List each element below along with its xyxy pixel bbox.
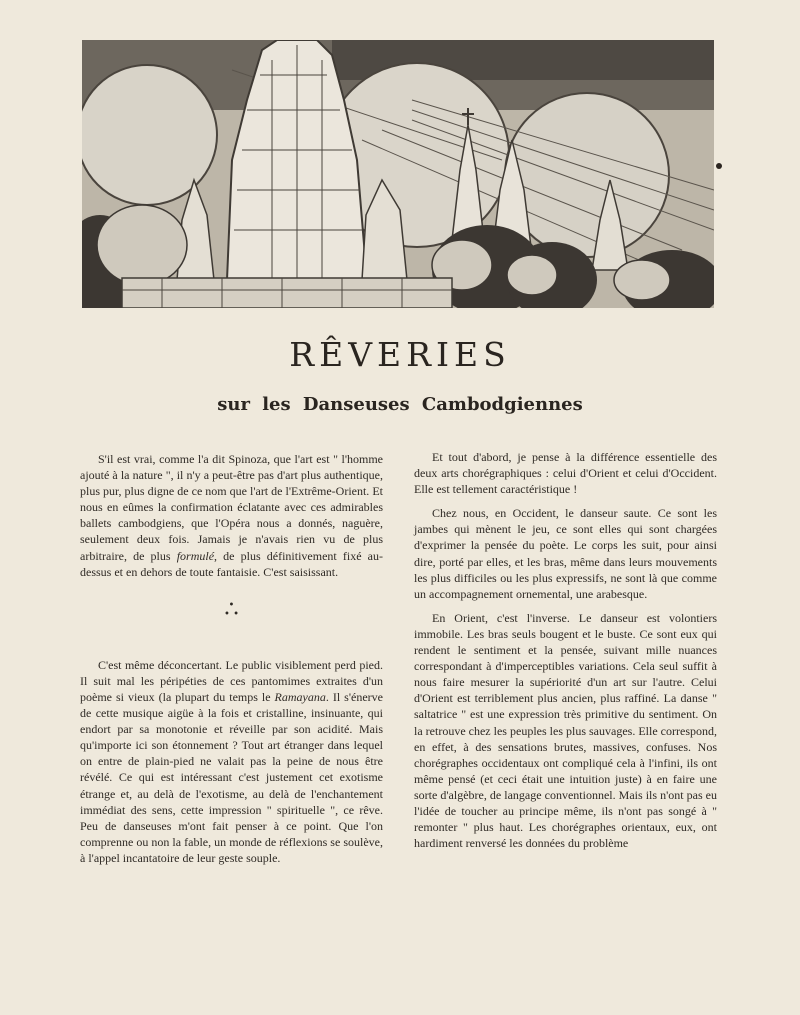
paragraph: S'il est vrai, comme l'a dit Spinoza, que l'art est " l'homme ajouté à la nature ", il n'y a peut-être pas d'art plus authentique, plus pur, plus digne de ce nom que l'art de l'Extrême-Orient. Et nous en eûmes la confirmation éclatante avec ces admirables ballets cambodgiens, que l'Opéra nous a donnés, naguère, seulement deux fois. Jamais je n'avais rien vu de plus arbitraire, de plus formulé, de plus définitivement fixé au-dessus et en dehors de toute fantaisie. C'est saisissant.	[80, 452, 383, 579]
temple-illustration	[82, 40, 714, 308]
page-subtitle: sur les Danseuses Cambodgiennes	[217, 394, 583, 415]
paragraph: En Orient, c'est l'inverse. Le danseur est volontiers immobile. Les bras seuls bougent et le buste. Ce sont eux qui rendent le sentiment et la pensée, suivant mille nuances correspondant à d'imperceptibles variations. Cela seul suffit à nous faire mesurer la supériorité d'un art sur l'autre. Celui d'Orient est terriblement plus ancien, plus raffiné. La danse " saltatrice " est une expression très primitive du sentiment. On la retrouve chez les peuples les plus sauvages. Elle correspond, en effet, à des sensations brutes, massives, confuses. Nos chorégraphes occidentaux ont compliqué cela à l'infini, ils ont même pensé (et ceci était une intuition juste) à en faire une sorte d'algèbre, de langage conventionnel. Mais ils n'ont pas eu l'idée de toucher au principe même, ils n'ont pas songé à " remonter " plus haut. Les chorégraphes orientaux, eux, ont hardiment renversé les données du problème	[414, 610, 717, 851]
paragraph: Et tout d'abord, je pense à la différence essentielle des deux arts chorégraphiques : celui d'Orient et celui d'Occident. Elle est tellement caractéristique !	[414, 450, 717, 497]
temple-drawing	[82, 40, 714, 308]
left-column	[80, 451, 383, 866]
section-ornament: • • •	[224, 599, 239, 620]
right-column	[414, 449, 717, 851]
paragraph: Chez nous, en Occident, le danseur saute. Ce sont les jambes qui mènent le jeu, ce sont elles qui sont chargées d'exprimer la pensée du poète. Le corps les suit, pour ainsi dire, porté par elles, et les bras, même dans leurs mouvements les plus difficiles ou les plus expressifs, ne sont là que comme un accompagnement ornemental, une arabesque.	[414, 506, 717, 601]
paragraph: C'est même déconcertant. Le public visiblement perd pied. Il suit mal les péripéties de ces pantomimes extraites d'un poème si vieux (la plupart du temps le Ramayana. Il s'énerve de cette musique aigüe à la fois et cristalline, insinuante, qui endort par sa monotonie et réveille par son acidité. Mais qu'importe ici son étonnement ? Tout art étranger dans lequel on entre de plain-pied ne valait pas la peine de nous être révélé. Ce qui est intéressant c'est justement cet exotisme étrange et, au delà de l'exotisme, au delà de l'enchantement immédiat des sens, cette impression " spirituelle ", ce rêve. Peu de danseuses m'ont fait penser à ce point. Que l'on comprenne ou non la fable, un monde de réflexions se soulève, à l'appel incantatoire de leur geste souple.	[80, 657, 383, 865]
page-title: RÊVERIES	[289, 335, 511, 374]
margin-dot	[716, 163, 722, 169]
